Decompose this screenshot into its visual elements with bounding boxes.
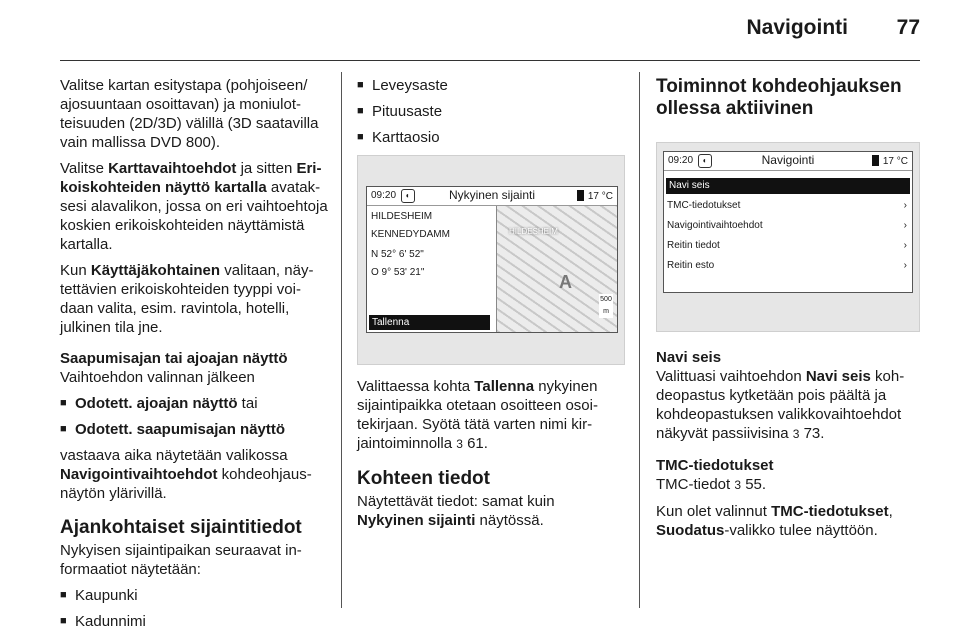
menu-item-route-info[interactable]: Reitin tiedot › [667, 238, 909, 254]
temperature: 17 °C [577, 190, 613, 203]
column-divider-2 [639, 72, 640, 608]
paragraph: Vaihtoehdon valinnan jälkeen [60, 369, 255, 386]
menu-item-tmc[interactable]: TMC-tiedotukset › [667, 198, 909, 214]
longitude-line: O 9° 53' 21" [371, 267, 425, 278]
thermometer-icon [872, 155, 879, 166]
reference-icon: 3 [734, 478, 742, 492]
menu-item-navi-seis[interactable]: Navi seis [666, 178, 910, 194]
display-screen [663, 151, 913, 293]
map-view [496, 206, 617, 332]
paragraph: Kun Käyttäjäkohtainen valitaan, näytettävien erikoiskohteiden tyyppi voidaan valita, esim. ravintola, hotelli, julkinen tila jne. [60, 262, 314, 336]
paragraph: Valitse Karttavaihtoehdot ja sitten Erikoiskohteiden näyttö kartalla avataksesi alavalikon, jossa on eri vaihtoehtoja koskien erikoiskohteiden näyttämistä kartalla. [60, 160, 328, 253]
chevron-right-icon: › [903, 240, 907, 251]
subheading: Saapumisajan tai ajoajan näyttö [60, 350, 288, 367]
paragraph: Valittuasi vaihtoehdon Navi seis kohdeopastus kytketään pois päältä ja kohdeopastuksen valikkovaihtoehdot näkyvät passiivisina 3 73. [656, 368, 905, 442]
list-item: ■ Odotett. ajoajan näyttö tai [60, 394, 328, 413]
map-marker: A [559, 272, 572, 292]
clock: 09:20 [371, 190, 397, 201]
screen-topbar [664, 152, 912, 171]
compass-icon: ◐ [698, 154, 712, 168]
column-1 [60, 76, 328, 638]
section-heading: Toiminnot kohdeohjauksen ollessa aktiivinen [656, 76, 902, 119]
paragraph: vastaava aika näytetään valikossa Navigointivaihtoehdot kohdeohjausnäytön ylärivillä. [60, 447, 312, 502]
subheading: Navi seis [656, 349, 722, 366]
subheading: TMC-tiedotukset [656, 457, 774, 474]
paragraph: Kun olet valinnut TMC-tiedotukset, Suodatus-valikko tulee näyttöön. [656, 503, 893, 539]
header-divider [60, 60, 920, 61]
paragraph: TMC-tiedot 3 55. [656, 476, 767, 493]
map-city-label: HILDESHEIM [509, 227, 558, 236]
column-2 [357, 76, 625, 537]
screen-topbar [367, 187, 617, 206]
column-divider-1 [341, 72, 342, 608]
chevron-right-icon: › [903, 220, 907, 231]
menu-item-nav-options[interactable]: Navigointivaihtoehdot › [667, 218, 909, 234]
compass-icon: ◐ [401, 189, 415, 203]
current-location-screen-figure [357, 155, 625, 365]
clock: 09:20 [668, 155, 694, 166]
menu-item-route-block[interactable]: Reitin esto › [667, 258, 909, 274]
temperature: 17 °C [872, 155, 908, 168]
paragraph: Valitse kartan esitystapa (pohjoiseen/ ajosuuntaan osoittavan) ja moniulotteisuuden (2D/3D) välillä (3D saatavilla vain mallissa DVD 800). [60, 77, 319, 151]
list-item: ■ Pituusaste [357, 102, 625, 121]
street-line: KENNEDYDAMM [371, 229, 450, 240]
paragraph: Valittaessa kohta Tallenna nykyinen sijaintipaikka otetaan osoitteen osoitekirjaan. Syötä tätä varten nimi kirjaintoiminnolla 3 61. [357, 378, 598, 452]
header-title: Navigointi [746, 16, 848, 39]
list-item: ■ Kadunnimi [60, 612, 328, 631]
list-item: ■ Odotett. saapumisajan näyttö [60, 420, 328, 439]
screen-title: Navigointi [761, 153, 815, 167]
list-item: ■ Kaupunki [60, 586, 328, 605]
latitude-line: N 52° 6' 52" [371, 249, 424, 260]
list-item: ■ Karttaosio [357, 128, 625, 147]
city-line: HILDESHEIM [371, 211, 433, 222]
column-3 [656, 76, 926, 547]
thermometer-icon [577, 190, 584, 201]
paragraph: Näytettävät tiedot: samat kuin Nykyinen sijainti näytössä. [357, 493, 555, 529]
chevron-right-icon: › [903, 260, 907, 271]
chevron-right-icon: › [903, 200, 907, 211]
paragraph: Nykyisen sijaintipaikan seuraavat informaatiot näytetään: [60, 542, 302, 578]
reference-icon: 3 [456, 437, 463, 451]
section-heading: Kohteen tiedot [357, 468, 490, 489]
reference-icon: 3 [792, 427, 800, 441]
page-number: 77 [896, 16, 920, 39]
section-heading: Ajankohtaiset sijaintitiedot [60, 517, 302, 538]
list-item: ■ Leveysaste [357, 76, 625, 95]
navigation-menu-screen-figure [656, 142, 920, 332]
display-screen [366, 186, 618, 333]
map-scale: 500 m [599, 294, 613, 318]
screen-title: Nykyinen sijainti [448, 188, 536, 202]
save-button[interactable]: Tallenna [369, 315, 490, 330]
